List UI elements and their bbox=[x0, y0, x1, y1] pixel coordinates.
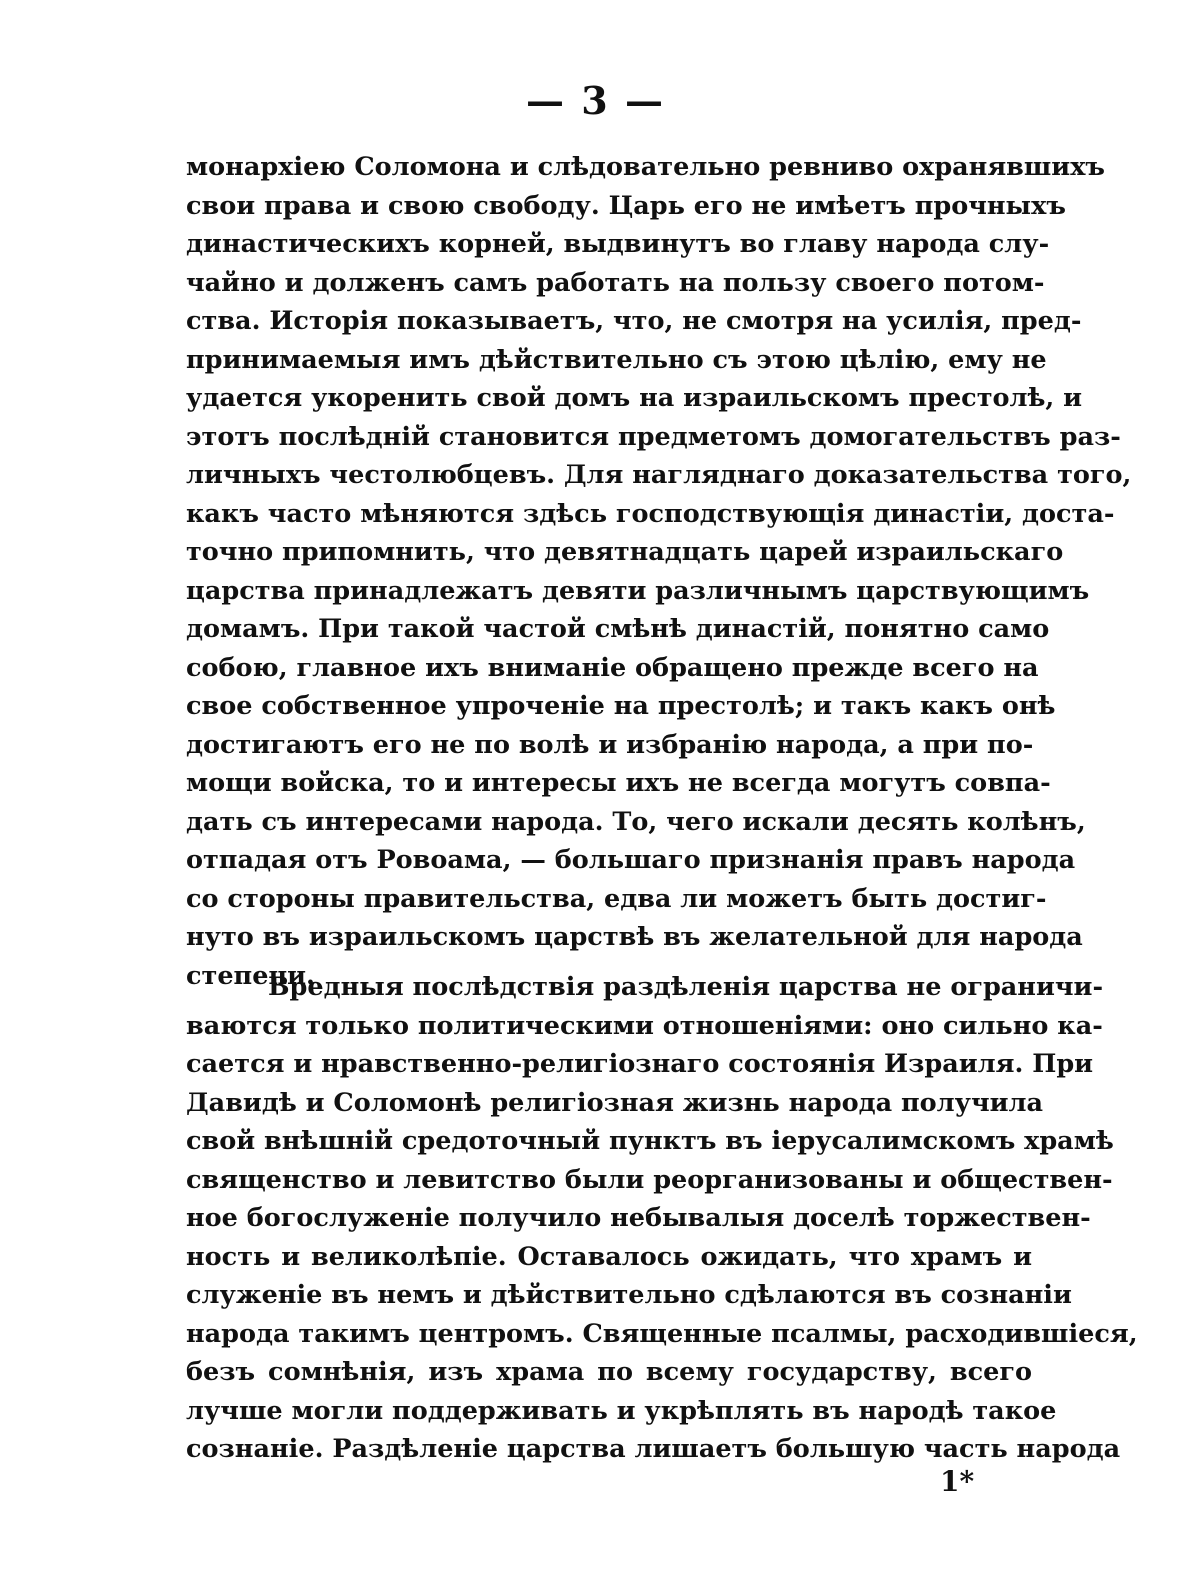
text-line: удается укоренить свой домъ на израильскомъ престолѣ, и bbox=[186, 383, 1083, 413]
text-line: какъ часто мѣняются здѣсь господствующія династіи, доста- bbox=[186, 498, 1115, 529]
text-line: личныхъ честолюбцевъ. Для нагляднаго доказательства того, bbox=[186, 460, 1132, 490]
text-line: отпадая отъ Ровоама, — большаго признанія правъ народа bbox=[186, 845, 1076, 875]
text-line: ваются только политическими отношеніями: оно сильно ка- bbox=[186, 1010, 1103, 1041]
text-line: собою, главное ихъ вниманіе обращено прежде всего на bbox=[186, 652, 1039, 683]
text-line: священство и левитство были реорганизованы и обществен- bbox=[186, 1164, 1113, 1195]
paragraph-2 bbox=[186, 968, 1138, 1469]
text-line: Давидѣ и Соломонѣ религіозная жизнь народа получила bbox=[186, 1087, 1044, 1118]
text-line: сается и нравственно-религіознаго состоянія Израиля. При bbox=[186, 1049, 1094, 1079]
text-line: мощи войска, то и интересы ихъ не всегда могутъ совпа- bbox=[186, 768, 1051, 798]
text-line: точно припомнить, что девятнадцать царей израильскаго bbox=[186, 537, 1064, 567]
text-line: ное богослуженіе получило небывалыя доселѣ торжествен- bbox=[186, 1203, 1091, 1233]
text-line: лучше могли поддерживать и укрѣплять въ народѣ такое bbox=[186, 1395, 1057, 1426]
text-line: нуто въ израильскомъ царствѣ въ желательной для народа bbox=[186, 922, 1083, 952]
text-line: служеніе въ немъ и дѣйствительно сдѣлаются въ сознаніи bbox=[186, 1280, 1072, 1310]
text-line: этотъ послѣдній становится предметомъ домогательствъ раз- bbox=[186, 421, 1121, 452]
text-line: безъ сомнѣнія, изъ храма по всему государству, всего bbox=[186, 1357, 1032, 1387]
text-line: ства. Исторія показываетъ, что, не смотря на усилія, пред- bbox=[186, 306, 1082, 336]
text-line: достигаютъ его не по волѣ и избранію народа, а при по- bbox=[186, 729, 1034, 760]
text-line: монархіею Соломона и слѣдовательно ревниво охранявшихъ bbox=[186, 152, 1105, 182]
text-line: свое собственное упроченіе на престолѣ; и такъ какъ онѣ bbox=[186, 691, 1056, 721]
text-line: домамъ. При такой частой смѣнѣ династій, понятно само bbox=[186, 614, 1050, 644]
text-line: династическихъ корней, выдвинутъ во главу народа слу- bbox=[186, 229, 1050, 259]
text-line: народа такимъ центромъ. Священные псалмы, расходившіеся, bbox=[186, 1318, 1138, 1349]
text-line: ность и великолѣпіе. Оставалось ожидать, что храмъ и bbox=[186, 1241, 1032, 1272]
text-line: принимаемыя имъ дѣйствительно съ этою цѣлію, ему не bbox=[186, 344, 1047, 375]
text-line: степени. bbox=[186, 960, 315, 991]
text-line: сознаніе. Раздѣленіе царства лишаетъ большую часть народа bbox=[186, 1434, 1121, 1464]
text-line: дать съ интересами народа. То, чего искали десять колѣнъ, bbox=[186, 806, 1086, 837]
text-line: царства принадлежатъ девяти различнымъ царствующимъ bbox=[186, 575, 1090, 606]
text-line: Вредныя послѣдствія раздѣленія царства не ограничи- bbox=[268, 972, 1104, 1002]
signature-mark: 1* bbox=[940, 1465, 975, 1498]
paragraph-1 bbox=[186, 148, 1132, 995]
text-line: чайно и долженъ самъ работать на пользу своего потом- bbox=[186, 267, 1045, 298]
text-line: со стороны правительства, едва ли можетъ быть достиг- bbox=[186, 883, 1047, 914]
text-line: свой внѣшній средоточный пунктъ въ іерусалимскомъ храмѣ bbox=[186, 1126, 1114, 1156]
text-line: свои права и свою свободу. Царь его не имѣетъ прочныхъ bbox=[186, 190, 1066, 221]
page-number: — 3 — bbox=[526, 78, 665, 123]
